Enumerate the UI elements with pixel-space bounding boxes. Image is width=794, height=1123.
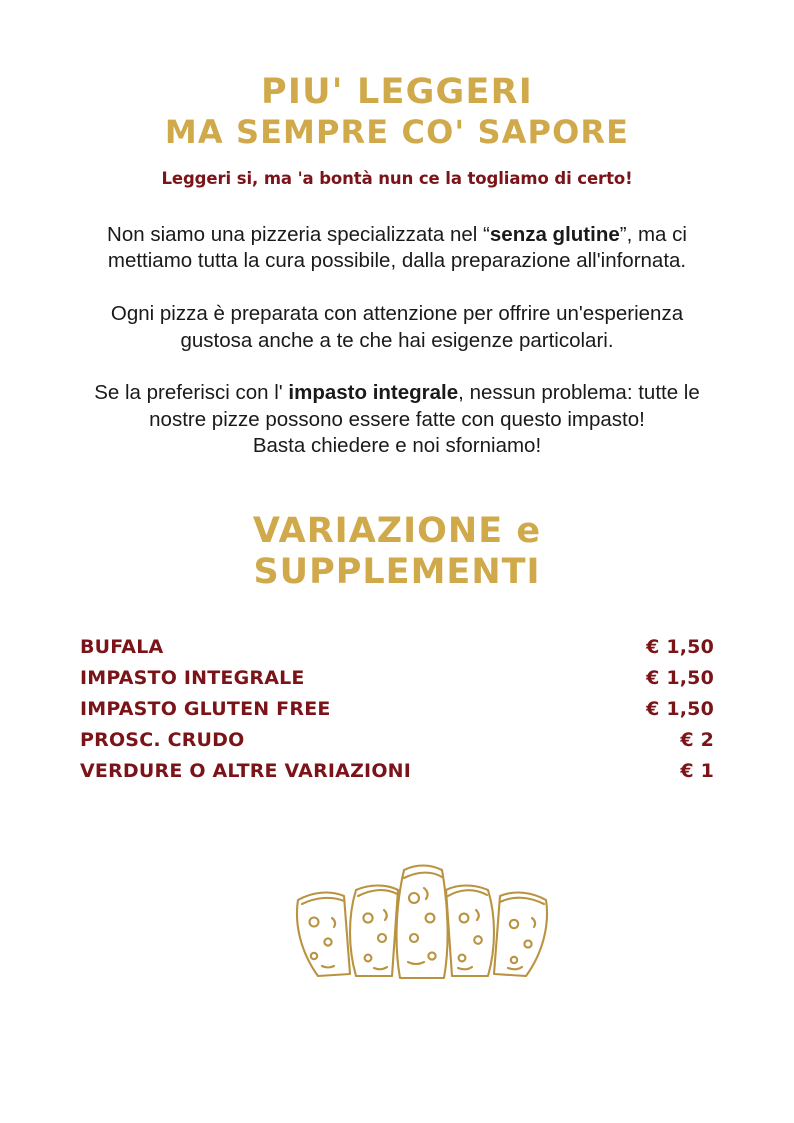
- price-list: [80, 636, 714, 782]
- paragraph-1-post: ”, ma ci mettiamo tutta la cura possibile, dalla preparazione all'infornata.: [107, 222, 687, 273]
- price-item-name: IMPASTO GLUTEN FREE: [80, 698, 331, 721]
- price-item-name: PROSC. CRUDO: [80, 729, 245, 752]
- price-item-name: IMPASTO INTEGRALE: [80, 667, 305, 690]
- price-item-price: € 2: [680, 729, 714, 752]
- paragraph-1-bold: senza glutine: [489, 222, 620, 246]
- price-item-price: € 1,50: [646, 636, 714, 659]
- paragraph-3-post: , nessun problema: tutte le nostre pizze possono essere fatte con questo impasto!: [149, 381, 700, 431]
- paragraph-4: Basta chiedere e noi sforniamo!: [252, 434, 542, 458]
- price-item-price: € 1,50: [646, 667, 714, 690]
- illustration-container: [44, 826, 750, 996]
- paragraph-3-pre: Se la preferisci con l': [94, 381, 289, 405]
- paragraph-integrale: [77, 380, 717, 460]
- paragraph-care: Ogni pizza è preparata con attenzione per offrire un'esperienza gustosa anche a te che hai esigenze particolari.: [110, 301, 684, 352]
- price-row: [80, 636, 714, 658]
- price-item-price: € 1: [680, 760, 714, 783]
- page-title-line-1: PIU' LEGGERI: [261, 72, 533, 112]
- section-title-variations: [44, 512, 750, 592]
- section-title-conjunction: e: [516, 511, 542, 552]
- price-row: [80, 698, 714, 720]
- price-item-name: BUFALA: [80, 636, 164, 659]
- pizza-slices-illustration: [232, 826, 562, 996]
- intro-text-block: [77, 222, 717, 460]
- price-row: [80, 667, 714, 689]
- paragraph-gluten-free: [77, 222, 717, 275]
- price-item-name: VERDURE O ALTRE VARIAZIONI: [80, 760, 412, 783]
- price-row: [80, 760, 714, 782]
- section-title-main: VARIAZIONE: [252, 511, 517, 552]
- page-title-line-2: MA SEMPRE CO' SAPORE: [164, 112, 630, 151]
- page-header: [44, 0, 750, 188]
- section-title-line-1: [44, 512, 750, 551]
- price-item-price: € 1,50: [646, 698, 714, 721]
- paragraph-3-bold: impasto integrale: [288, 381, 459, 405]
- paragraph-1-pre: Non siamo una pizzeria specializzata nel “: [107, 222, 490, 246]
- page-subtitle: Leggeri si, ma 'a bontà nun ce la togliamo di certo!: [161, 168, 633, 188]
- price-row: [80, 729, 714, 751]
- section-title-line-2: SUPPLEMENTI: [253, 552, 541, 593]
